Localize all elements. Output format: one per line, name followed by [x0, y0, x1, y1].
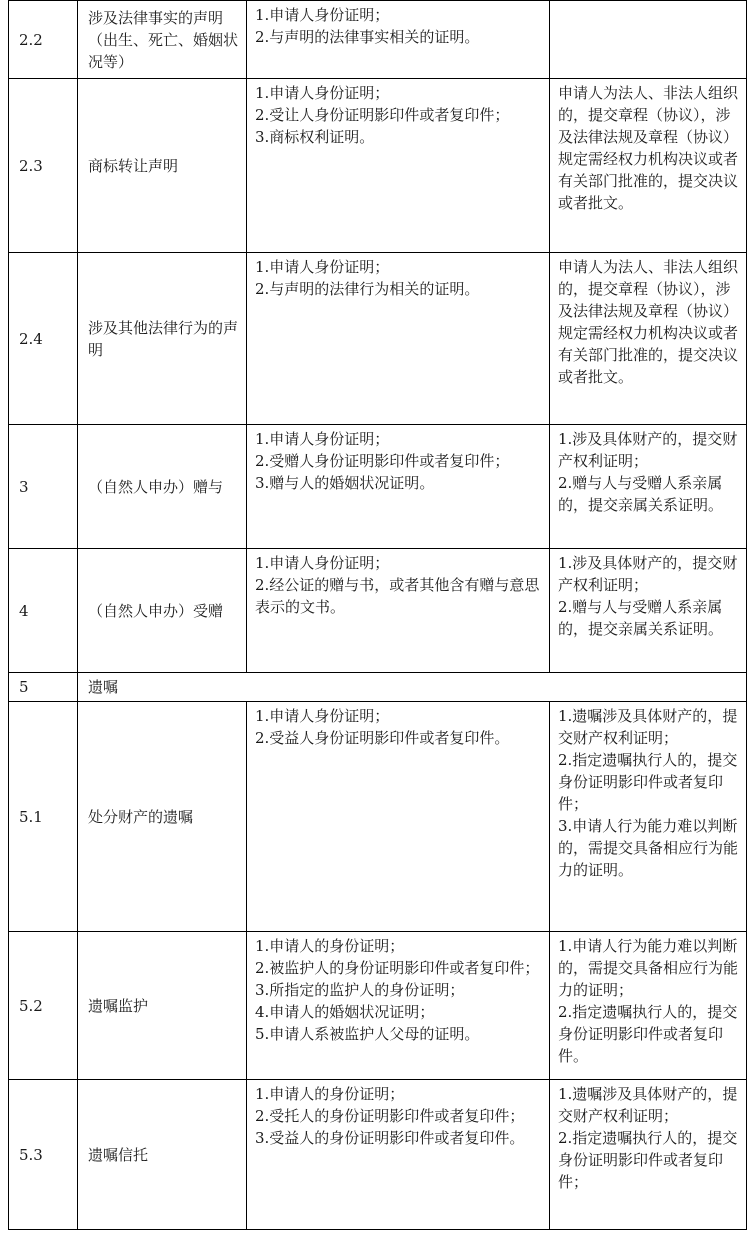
remarks — [550, 702, 747, 932]
required-materials — [247, 1080, 550, 1230]
item-number: 5.3 — [9, 1080, 78, 1230]
item-number: 3 — [9, 425, 78, 549]
material-line: 5.申请人系被监护人父母的证明。 — [255, 1025, 480, 1043]
remark-line: 申请人为法人、非法人组织的，提交章程（协议），涉及法律法规及章程（协议）规定需经权力机构决议或者有关部门批准的，提交决议或者批文。 — [558, 84, 739, 212]
remarks — [550, 79, 747, 253]
material-line: 3.所指定的监护人的身份证明； — [255, 981, 465, 999]
material-line: 2.受让人身份证明影印件或者复印件； — [255, 106, 510, 124]
item-number: 2.4 — [9, 253, 78, 425]
table-row — [9, 549, 747, 673]
remark-line: 1.遗嘱涉及具体财产的，提交财产权利证明； — [558, 707, 738, 747]
required-materials — [247, 425, 550, 549]
table-body — [9, 1, 747, 1230]
material-line: 1.申请人身份证明； — [255, 707, 390, 725]
remarks — [550, 1, 747, 79]
required-materials — [247, 932, 550, 1080]
material-line: 2.经公证的赠与书，或者其他含有赠与意思表示的文书。 — [255, 576, 540, 616]
item-name: 处分财产的遗嘱 — [78, 702, 247, 932]
material-line: 1.申请人身份证明； — [255, 84, 390, 102]
item-name: 遗嘱信托 — [78, 1080, 247, 1230]
item-name: 涉及法律事实的声明（出生、死亡、婚姻状况等） — [78, 1, 247, 79]
remark-line: 2.赠与人与受赠人系亲属的，提交亲属关系证明。 — [558, 598, 724, 638]
material-line: 1.申请人身份证明； — [255, 258, 390, 276]
material-line: 3.赠与人的婚姻状况证明。 — [255, 474, 435, 492]
table-row — [9, 79, 747, 253]
notary-materials-table — [8, 0, 747, 1230]
remark-line: 3.申请人行为能力难以判断的，需提交具备相应行为能力的证明。 — [558, 817, 739, 879]
table-row — [9, 425, 747, 549]
table-row — [9, 1080, 747, 1230]
required-materials — [247, 253, 550, 425]
required-materials — [247, 549, 550, 673]
material-line: 2.受托人的身份证明影印件或者复印件； — [255, 1107, 525, 1125]
remarks — [550, 932, 747, 1080]
remarks — [550, 425, 747, 549]
section-title: 遗嘱 — [78, 673, 747, 702]
remarks — [550, 253, 747, 425]
material-line: 2.被监护人的身份证明影印件或者复印件； — [255, 959, 540, 977]
material-line: 1.申请人身份证明； — [255, 6, 390, 24]
remarks — [550, 1080, 747, 1230]
item-number: 4 — [9, 549, 78, 673]
item-name: （自然人申办）赠与 — [78, 425, 247, 549]
remark-line: 1.涉及具体财产的，提交财产权利证明； — [558, 430, 738, 470]
table-row — [9, 932, 747, 1080]
material-line: 1.申请人身份证明； — [255, 430, 390, 448]
item-number: 2.3 — [9, 79, 78, 253]
material-line: 1.申请人的身份证明； — [255, 1085, 405, 1103]
remarks — [550, 549, 747, 673]
section-number: 5 — [9, 673, 78, 702]
table-row — [9, 1, 747, 79]
item-number: 5.2 — [9, 932, 78, 1080]
material-line: 1.申请人身份证明； — [255, 554, 390, 572]
material-line: 2.受赠人身份证明影印件或者复印件； — [255, 452, 510, 470]
item-number: 5.1 — [9, 702, 78, 932]
material-line: 3.商标权利证明。 — [255, 128, 375, 146]
remark-line: 2.指定遗嘱执行人的，提交身份证明影印件或者复印件。 — [558, 1003, 738, 1065]
remark-line: 2.指定遗嘱执行人的，提交身份证明影印件或者复印件； — [558, 751, 738, 813]
remark-line: 1.涉及具体财产的，提交财产权利证明； — [558, 554, 738, 594]
item-name: 涉及其他法律行为的声明 — [78, 253, 247, 425]
material-line: 2.与声明的法律行为相关的证明。 — [255, 280, 480, 298]
table-row — [9, 702, 747, 932]
material-line: 4.申请人的婚姻状况证明； — [255, 1003, 435, 1021]
material-line: 3.受益人的身份证明影印件或者复印件。 — [255, 1129, 525, 1147]
section-row — [9, 673, 747, 702]
remark-line: 1.遗嘱涉及具体财产的，提交财产权利证明； — [558, 1085, 738, 1125]
item-name: 商标转让声明 — [78, 79, 247, 253]
required-materials — [247, 702, 550, 932]
remark-line: 1.申请人行为能力难以判断的，需提交具备相应行为能力的证明； — [558, 937, 739, 999]
remark-line: 2.指定遗嘱执行人的，提交身份证明影印件或者复印件； — [558, 1129, 738, 1191]
remark-line: 申请人为法人、非法人组织的，提交章程（协议），涉及法律法规及章程（协议）规定需经权力机构决议或者有关部门批准的，提交决议或者批文。 — [558, 258, 739, 386]
material-line: 2.受益人身份证明影印件或者复印件。 — [255, 729, 510, 747]
item-number: 2.2 — [9, 1, 78, 79]
material-line: 1.申请人的身份证明； — [255, 937, 405, 955]
required-materials — [247, 1, 550, 79]
remark-line: 2.赠与人与受赠人系亲属的，提交亲属关系证明。 — [558, 474, 724, 514]
table-row — [9, 253, 747, 425]
item-name: （自然人申办）受赠 — [78, 549, 247, 673]
required-materials — [247, 79, 550, 253]
item-name: 遗嘱监护 — [78, 932, 247, 1080]
material-line: 2.与声明的法律事实相关的证明。 — [255, 28, 480, 46]
